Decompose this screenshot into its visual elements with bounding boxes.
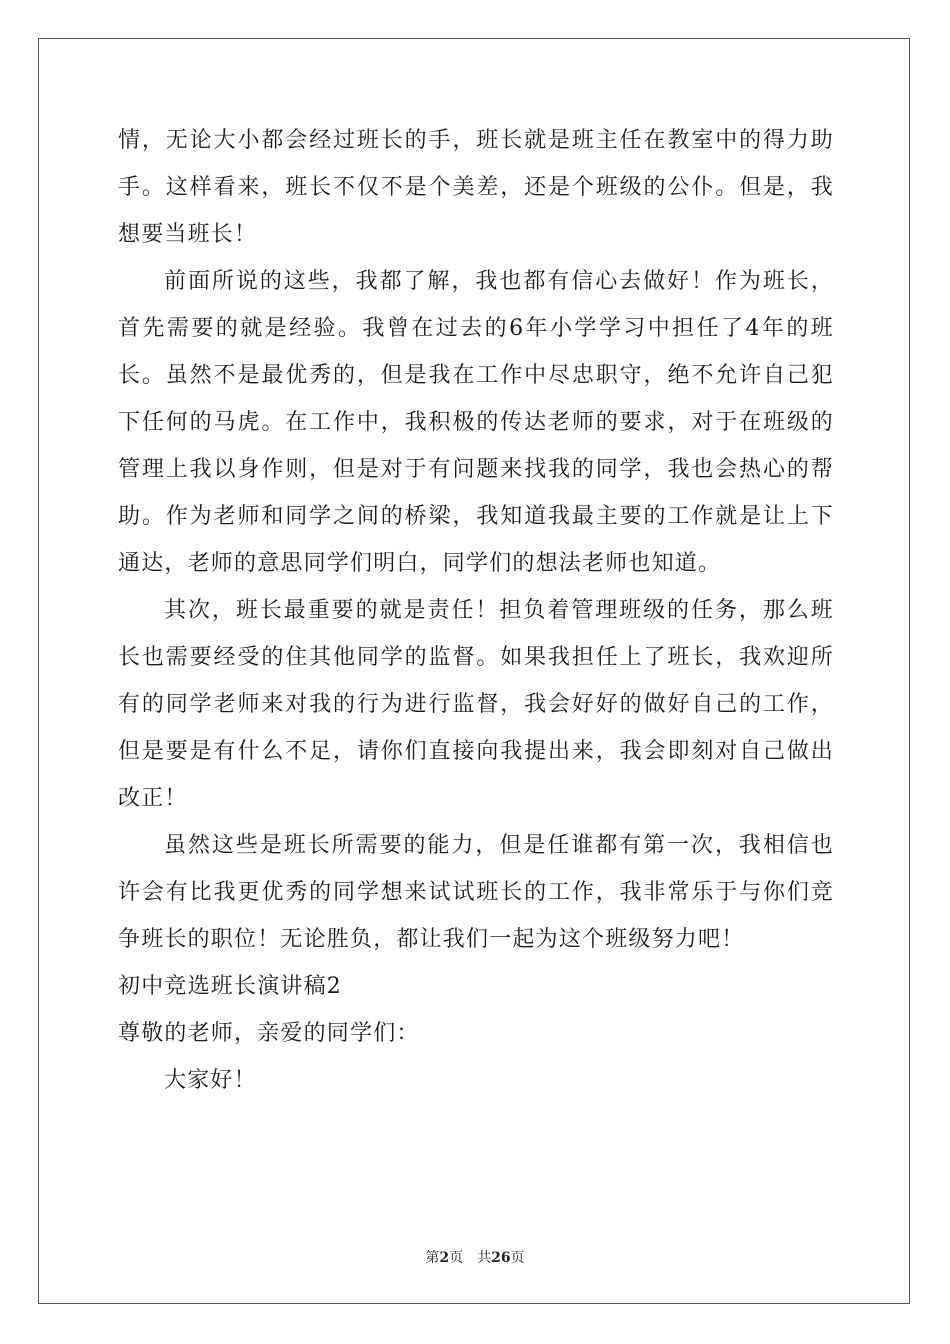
- text-line: 通达，老师的意思同学们明白，同学们的想法老师也知道。: [118, 551, 722, 576]
- greeting: 大家好！: [164, 1068, 257, 1093]
- text-line: 情，无论大小都会经过班长的手，班长就是班主任在教室中的得力助: [118, 128, 834, 153]
- text-line: 下任何的马虎。在工作中，我积极的传达老师的要求，对于在班级的: [118, 410, 834, 435]
- text-line: 手。这样看来，班长不仅不是个美差，还是个班级的公仆。但是，我: [118, 175, 834, 200]
- text-line: 前面所说的这些，我都了解，我也都有信心去做好！作为班长，: [164, 269, 834, 294]
- text-line: 虽然这些是班长所需要的能力，但是任谁都有第一次，我相信也: [164, 833, 834, 858]
- text-line: 有的同学老师来对我的行为进行监督，我会好好的做好自己的工作，: [118, 692, 834, 717]
- page-footer: [0, 1249, 950, 1267]
- text-line: 但是要是有什么不足，请你们直接向我提出来，我会即刻对自己做出: [118, 739, 834, 764]
- text-line: 首先需要的就是经验。我曾在过去的6年小学学习中担任了4年的班: [118, 316, 834, 341]
- text-line: 其次，班长最重要的就是责任！担负着管理班级的任务，那么班: [164, 598, 834, 623]
- text-line: 争班长的职位！无论胜负，都让我们一起为这个班级努力吧！: [118, 927, 745, 952]
- page-suffix: 页: [510, 1250, 525, 1266]
- total-page-number: 26: [491, 1250, 511, 1266]
- text-line: 管理上我以身作则，但是对于有问题来找我的同学，我也会热心的帮: [118, 457, 834, 482]
- text-line: 想要当班长！: [118, 222, 258, 247]
- salutation: 尊敬的老师，亲爱的同学们：: [118, 1021, 420, 1046]
- page-prefix: 第: [425, 1250, 440, 1266]
- text-line: 许会有比我更优秀的同学想来试试班长的工作，我非常乐于与你们竞: [118, 880, 834, 905]
- text-line: 助。作为老师和同学之间的桥梁，我知道我最主要的工作就是让上下: [118, 504, 834, 529]
- page-mid: 页 共: [449, 1250, 492, 1266]
- section-heading: 初中竞选班长演讲稿2: [118, 974, 342, 999]
- text-line: 长也需要经受的住其他同学的监督。如果我担任上了班长，我欢迎所: [118, 645, 834, 670]
- text-line: 长。虽然不是最优秀的，但是我在工作中尽忠职守，绝不允许自己犯: [118, 363, 834, 388]
- current-page-number: 2: [439, 1250, 450, 1266]
- text-line: 改正！: [118, 786, 188, 811]
